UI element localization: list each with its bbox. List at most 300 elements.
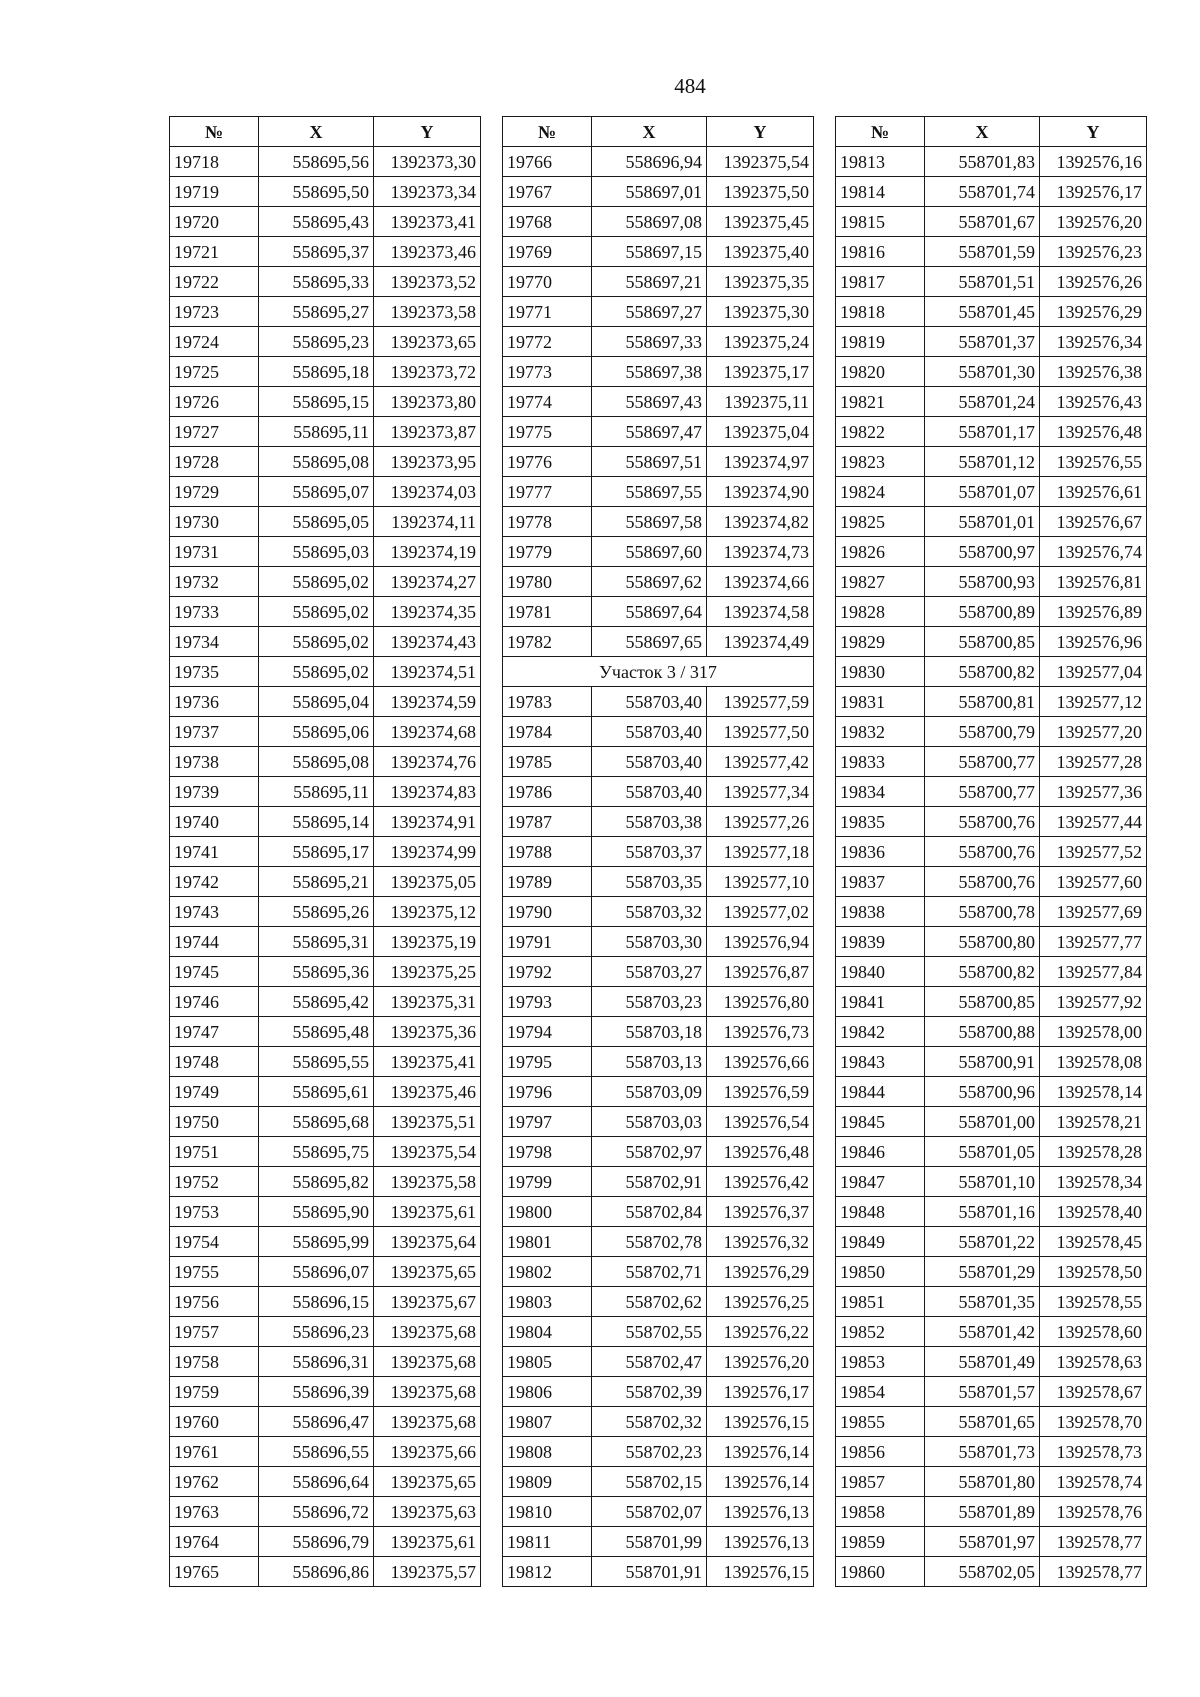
x-coordinate-cell: 558696,07 — [259, 1257, 374, 1287]
header-y: Y — [707, 117, 814, 147]
y-coordinate-cell: 1392374,82 — [707, 507, 814, 537]
point-number-cell: 19795 — [503, 1047, 592, 1077]
x-coordinate-cell: 558700,82 — [925, 957, 1040, 987]
table-row — [170, 357, 481, 387]
table-row — [503, 747, 814, 777]
point-number-cell: 19735 — [170, 657, 259, 687]
point-number-cell: 19839 — [836, 927, 925, 957]
x-coordinate-cell: 558702,23 — [592, 1437, 707, 1467]
y-coordinate-cell: 1392375,54 — [374, 1137, 481, 1167]
point-number-cell: 19724 — [170, 327, 259, 357]
point-number-cell: 19819 — [836, 327, 925, 357]
table-row — [836, 1017, 1147, 1047]
table-row — [503, 147, 814, 177]
table-row — [170, 657, 481, 687]
point-number-cell: 19791 — [503, 927, 592, 957]
y-coordinate-cell: 1392375,61 — [374, 1197, 481, 1227]
y-coordinate-cell: 1392578,63 — [1040, 1347, 1147, 1377]
x-coordinate-cell: 558700,85 — [925, 987, 1040, 1017]
y-coordinate-cell: 1392374,51 — [374, 657, 481, 687]
point-number-cell: 19750 — [170, 1107, 259, 1137]
x-coordinate-cell: 558695,27 — [259, 297, 374, 327]
point-number-cell: 19742 — [170, 867, 259, 897]
table-row — [836, 447, 1147, 477]
x-coordinate-cell: 558697,47 — [592, 417, 707, 447]
x-coordinate-cell: 558697,62 — [592, 567, 707, 597]
table-row — [836, 747, 1147, 777]
x-coordinate-cell: 558701,80 — [925, 1467, 1040, 1497]
point-number-cell: 19723 — [170, 297, 259, 327]
table-row — [503, 1317, 814, 1347]
x-coordinate-cell: 558700,77 — [925, 777, 1040, 807]
y-coordinate-cell: 1392576,17 — [707, 1377, 814, 1407]
y-coordinate-cell: 1392576,14 — [707, 1467, 814, 1497]
table-row — [836, 1467, 1147, 1497]
point-number-cell: 19721 — [170, 237, 259, 267]
point-number-cell: 19780 — [503, 567, 592, 597]
point-number-cell: 19803 — [503, 1287, 592, 1317]
table-row — [503, 327, 814, 357]
table-row — [836, 297, 1147, 327]
header-y: Y — [374, 117, 481, 147]
x-coordinate-cell: 558703,35 — [592, 867, 707, 897]
table-row — [503, 1287, 814, 1317]
x-coordinate-cell: 558701,45 — [925, 297, 1040, 327]
table-row — [503, 387, 814, 417]
y-coordinate-cell: 1392576,15 — [707, 1407, 814, 1437]
point-number-cell: 19757 — [170, 1317, 259, 1347]
x-coordinate-cell: 558703,40 — [592, 747, 707, 777]
point-number-cell: 19744 — [170, 927, 259, 957]
table-row — [170, 927, 481, 957]
y-coordinate-cell: 1392578,08 — [1040, 1047, 1147, 1077]
y-coordinate-cell: 1392373,30 — [374, 147, 481, 177]
table-row — [836, 777, 1147, 807]
point-number-cell: 19806 — [503, 1377, 592, 1407]
y-coordinate-cell: 1392374,19 — [374, 537, 481, 567]
coordinates-table-3 — [835, 116, 1147, 1587]
point-number-cell: 19745 — [170, 957, 259, 987]
point-number-cell: 19833 — [836, 747, 925, 777]
point-number-cell: 19731 — [170, 537, 259, 567]
point-number-cell: 19719 — [170, 177, 259, 207]
point-number-cell: 19798 — [503, 1137, 592, 1167]
table-row — [170, 387, 481, 417]
y-coordinate-cell: 1392576,48 — [1040, 417, 1147, 447]
x-coordinate-cell: 558702,47 — [592, 1347, 707, 1377]
x-coordinate-cell: 558701,97 — [925, 1527, 1040, 1557]
x-coordinate-cell: 558700,89 — [925, 597, 1040, 627]
x-coordinate-cell: 558701,10 — [925, 1167, 1040, 1197]
x-coordinate-cell: 558703,13 — [592, 1047, 707, 1077]
point-number-cell: 19761 — [170, 1437, 259, 1467]
table-row — [503, 957, 814, 987]
y-coordinate-cell: 1392578,70 — [1040, 1407, 1147, 1437]
y-coordinate-cell: 1392374,11 — [374, 507, 481, 537]
x-coordinate-cell: 558695,90 — [259, 1197, 374, 1227]
x-coordinate-cell: 558695,17 — [259, 837, 374, 867]
table-row — [836, 927, 1147, 957]
y-coordinate-cell: 1392578,67 — [1040, 1377, 1147, 1407]
point-number-cell: 19811 — [503, 1527, 592, 1557]
point-number-cell: 19818 — [836, 297, 925, 327]
x-coordinate-cell: 558695,36 — [259, 957, 374, 987]
x-coordinate-cell: 558697,58 — [592, 507, 707, 537]
x-coordinate-cell: 558695,99 — [259, 1227, 374, 1257]
table-row — [836, 327, 1147, 357]
table-row — [836, 537, 1147, 567]
table-row — [170, 627, 481, 657]
x-coordinate-cell: 558695,68 — [259, 1107, 374, 1137]
table-row — [503, 807, 814, 837]
x-coordinate-cell: 558696,79 — [259, 1527, 374, 1557]
y-coordinate-cell: 1392577,18 — [707, 837, 814, 867]
x-coordinate-cell: 558700,88 — [925, 1017, 1040, 1047]
table-row — [503, 477, 814, 507]
table-row — [836, 837, 1147, 867]
y-coordinate-cell: 1392577,20 — [1040, 717, 1147, 747]
table-header-row — [170, 117, 481, 147]
table-row — [503, 1107, 814, 1137]
table-row — [170, 1437, 481, 1467]
x-coordinate-cell: 558696,23 — [259, 1317, 374, 1347]
table-row — [170, 477, 481, 507]
point-number-cell: 19771 — [503, 297, 592, 327]
x-coordinate-cell: 558697,43 — [592, 387, 707, 417]
point-number-cell: 19840 — [836, 957, 925, 987]
table-row — [836, 387, 1147, 417]
y-coordinate-cell: 1392576,15 — [707, 1557, 814, 1587]
y-coordinate-cell: 1392577,26 — [707, 807, 814, 837]
table-row — [170, 987, 481, 1017]
y-coordinate-cell: 1392577,34 — [707, 777, 814, 807]
table-row — [836, 1557, 1147, 1587]
point-number-cell: 19720 — [170, 207, 259, 237]
x-coordinate-cell: 558700,81 — [925, 687, 1040, 717]
y-coordinate-cell: 1392375,30 — [707, 297, 814, 327]
point-number-cell: 19829 — [836, 627, 925, 657]
table-row — [170, 537, 481, 567]
point-number-cell: 19812 — [503, 1557, 592, 1587]
table-row — [836, 237, 1147, 267]
y-coordinate-cell: 1392576,94 — [707, 927, 814, 957]
point-number-cell: 19801 — [503, 1227, 592, 1257]
table-row — [170, 1167, 481, 1197]
x-coordinate-cell: 558697,21 — [592, 267, 707, 297]
table-row — [503, 1257, 814, 1287]
x-coordinate-cell: 558695,08 — [259, 747, 374, 777]
y-coordinate-cell: 1392576,37 — [707, 1197, 814, 1227]
y-coordinate-cell: 1392578,21 — [1040, 1107, 1147, 1137]
point-number-cell: 19733 — [170, 597, 259, 627]
y-coordinate-cell: 1392577,28 — [1040, 747, 1147, 777]
point-number-cell: 19809 — [503, 1467, 592, 1497]
table-row — [503, 1137, 814, 1167]
y-coordinate-cell: 1392576,73 — [707, 1017, 814, 1047]
x-coordinate-cell: 558695,75 — [259, 1137, 374, 1167]
table-row — [503, 867, 814, 897]
y-coordinate-cell: 1392576,80 — [707, 987, 814, 1017]
point-number-cell: 19758 — [170, 1347, 259, 1377]
x-coordinate-cell: 558695,18 — [259, 357, 374, 387]
x-coordinate-cell: 558701,24 — [925, 387, 1040, 417]
table-row — [836, 1257, 1147, 1287]
point-number-cell: 19730 — [170, 507, 259, 537]
x-coordinate-cell: 558703,32 — [592, 897, 707, 927]
y-coordinate-cell: 1392578,73 — [1040, 1437, 1147, 1467]
y-coordinate-cell: 1392577,92 — [1040, 987, 1147, 1017]
table-row — [836, 567, 1147, 597]
table-row — [170, 687, 481, 717]
y-coordinate-cell: 1392577,02 — [707, 897, 814, 927]
point-number-cell: 19834 — [836, 777, 925, 807]
y-coordinate-cell: 1392576,74 — [1040, 537, 1147, 567]
x-coordinate-cell: 558701,49 — [925, 1347, 1040, 1377]
y-coordinate-cell: 1392576,20 — [1040, 207, 1147, 237]
y-coordinate-cell: 1392373,46 — [374, 237, 481, 267]
y-coordinate-cell: 1392375,41 — [374, 1047, 481, 1077]
table-row — [170, 1527, 481, 1557]
table-row — [836, 1137, 1147, 1167]
x-coordinate-cell: 558701,07 — [925, 477, 1040, 507]
point-number-cell: 19808 — [503, 1437, 592, 1467]
table-row — [170, 1077, 481, 1107]
y-coordinate-cell: 1392578,74 — [1040, 1467, 1147, 1497]
table-row — [170, 297, 481, 327]
x-coordinate-cell: 558695,07 — [259, 477, 374, 507]
table-row — [503, 1437, 814, 1467]
x-coordinate-cell: 558700,76 — [925, 867, 1040, 897]
point-number-cell: 19853 — [836, 1347, 925, 1377]
table-row — [503, 1167, 814, 1197]
point-number-cell: 19856 — [836, 1437, 925, 1467]
table-row — [170, 447, 481, 477]
x-coordinate-cell: 558703,37 — [592, 837, 707, 867]
x-coordinate-cell: 558701,51 — [925, 267, 1040, 297]
y-coordinate-cell: 1392375,57 — [374, 1557, 481, 1587]
y-coordinate-cell: 1392374,43 — [374, 627, 481, 657]
table-row — [170, 417, 481, 447]
y-coordinate-cell: 1392375,11 — [707, 387, 814, 417]
x-coordinate-cell: 558702,62 — [592, 1287, 707, 1317]
x-coordinate-cell: 558697,64 — [592, 597, 707, 627]
table-row — [836, 1167, 1147, 1197]
table-row — [836, 147, 1147, 177]
table-row — [503, 1227, 814, 1257]
table-row — [503, 417, 814, 447]
x-coordinate-cell: 558700,79 — [925, 717, 1040, 747]
point-number-cell: 19793 — [503, 987, 592, 1017]
point-number-cell: 19843 — [836, 1047, 925, 1077]
x-coordinate-cell: 558702,97 — [592, 1137, 707, 1167]
x-coordinate-cell: 558695,82 — [259, 1167, 374, 1197]
x-coordinate-cell: 558702,05 — [925, 1557, 1040, 1587]
y-coordinate-cell: 1392373,41 — [374, 207, 481, 237]
point-number-cell: 19855 — [836, 1407, 925, 1437]
point-number-cell: 19814 — [836, 177, 925, 207]
x-coordinate-cell: 558701,05 — [925, 1137, 1040, 1167]
point-number-cell: 19850 — [836, 1257, 925, 1287]
table-row — [503, 1467, 814, 1497]
x-coordinate-cell: 558697,60 — [592, 537, 707, 567]
x-coordinate-cell: 558695,50 — [259, 177, 374, 207]
table-row — [503, 597, 814, 627]
point-number-cell: 19743 — [170, 897, 259, 927]
y-coordinate-cell: 1392576,13 — [707, 1527, 814, 1557]
table-row — [836, 687, 1147, 717]
y-coordinate-cell: 1392375,31 — [374, 987, 481, 1017]
x-coordinate-cell: 558695,05 — [259, 507, 374, 537]
y-coordinate-cell: 1392375,36 — [374, 1017, 481, 1047]
point-number-cell: 19762 — [170, 1467, 259, 1497]
point-number-cell: 19802 — [503, 1257, 592, 1287]
y-coordinate-cell: 1392375,40 — [707, 237, 814, 267]
table-row — [170, 1377, 481, 1407]
x-coordinate-cell: 558696,15 — [259, 1287, 374, 1317]
x-coordinate-cell: 558695,55 — [259, 1047, 374, 1077]
x-coordinate-cell: 558700,76 — [925, 837, 1040, 867]
point-number-cell: 19849 — [836, 1227, 925, 1257]
x-coordinate-cell: 558701,99 — [592, 1527, 707, 1557]
table-row — [836, 1107, 1147, 1137]
y-coordinate-cell: 1392576,48 — [707, 1137, 814, 1167]
table-row — [836, 717, 1147, 747]
table-row — [836, 1047, 1147, 1077]
x-coordinate-cell: 558702,32 — [592, 1407, 707, 1437]
x-coordinate-cell: 558696,55 — [259, 1437, 374, 1467]
table-row — [836, 1437, 1147, 1467]
point-number-cell: 19831 — [836, 687, 925, 717]
point-number-cell: 19860 — [836, 1557, 925, 1587]
point-number-cell: 19741 — [170, 837, 259, 867]
x-coordinate-cell: 558701,01 — [925, 507, 1040, 537]
point-number-cell: 19779 — [503, 537, 592, 567]
table-row — [170, 177, 481, 207]
x-coordinate-cell: 558702,55 — [592, 1317, 707, 1347]
table-row — [170, 1197, 481, 1227]
x-coordinate-cell: 558702,07 — [592, 1497, 707, 1527]
y-coordinate-cell: 1392577,36 — [1040, 777, 1147, 807]
point-number-cell: 19739 — [170, 777, 259, 807]
table-row — [170, 1287, 481, 1317]
point-number-cell: 19760 — [170, 1407, 259, 1437]
y-coordinate-cell: 1392374,90 — [707, 477, 814, 507]
table-row — [170, 1017, 481, 1047]
point-number-cell: 19841 — [836, 987, 925, 1017]
table-row — [503, 537, 814, 567]
x-coordinate-cell: 558695,11 — [259, 417, 374, 447]
table-row — [503, 837, 814, 867]
y-coordinate-cell: 1392576,26 — [1040, 267, 1147, 297]
table-row — [503, 1347, 814, 1377]
table-row — [503, 207, 814, 237]
point-number-cell: 19825 — [836, 507, 925, 537]
table-row — [170, 1407, 481, 1437]
point-number-cell: 19794 — [503, 1017, 592, 1047]
x-coordinate-cell: 558700,80 — [925, 927, 1040, 957]
point-number-cell: 19792 — [503, 957, 592, 987]
x-coordinate-cell: 558703,40 — [592, 777, 707, 807]
x-coordinate-cell: 558695,33 — [259, 267, 374, 297]
x-coordinate-cell: 558696,64 — [259, 1467, 374, 1497]
table-row — [503, 297, 814, 327]
table-row — [170, 867, 481, 897]
y-coordinate-cell: 1392576,89 — [1040, 597, 1147, 627]
y-coordinate-cell: 1392375,50 — [707, 177, 814, 207]
x-coordinate-cell: 558700,77 — [925, 747, 1040, 777]
x-coordinate-cell: 558701,17 — [925, 417, 1040, 447]
x-coordinate-cell: 558700,91 — [925, 1047, 1040, 1077]
point-number-cell: 19767 — [503, 177, 592, 207]
table-row — [170, 807, 481, 837]
x-coordinate-cell: 558701,00 — [925, 1107, 1040, 1137]
point-number-cell: 19740 — [170, 807, 259, 837]
x-coordinate-cell: 558701,89 — [925, 1497, 1040, 1527]
table-row — [836, 597, 1147, 627]
x-coordinate-cell: 558695,03 — [259, 537, 374, 567]
x-coordinate-cell: 558697,15 — [592, 237, 707, 267]
table-row — [503, 717, 814, 747]
x-coordinate-cell: 558701,65 — [925, 1407, 1040, 1437]
table-row — [170, 1557, 481, 1587]
table-row — [503, 777, 814, 807]
y-coordinate-cell: 1392373,34 — [374, 177, 481, 207]
x-coordinate-cell: 558696,31 — [259, 1347, 374, 1377]
table-row — [836, 1497, 1147, 1527]
y-coordinate-cell: 1392374,27 — [374, 567, 481, 597]
table-row — [836, 417, 1147, 447]
x-coordinate-cell: 558700,96 — [925, 1077, 1040, 1107]
y-coordinate-cell: 1392576,55 — [1040, 447, 1147, 477]
table-row — [503, 567, 814, 597]
table-row — [836, 1317, 1147, 1347]
y-coordinate-cell: 1392576,66 — [707, 1047, 814, 1077]
x-coordinate-cell: 558697,27 — [592, 297, 707, 327]
y-coordinate-cell: 1392576,29 — [707, 1257, 814, 1287]
point-number-cell: 19749 — [170, 1077, 259, 1107]
point-number-cell: 19777 — [503, 477, 592, 507]
x-coordinate-cell: 558702,91 — [592, 1167, 707, 1197]
x-coordinate-cell: 558695,21 — [259, 867, 374, 897]
point-number-cell: 19844 — [836, 1077, 925, 1107]
coordinates-table-1 — [169, 116, 481, 1587]
y-coordinate-cell: 1392578,45 — [1040, 1227, 1147, 1257]
y-coordinate-cell: 1392577,77 — [1040, 927, 1147, 957]
y-coordinate-cell: 1392375,45 — [707, 207, 814, 237]
point-number-cell: 19752 — [170, 1167, 259, 1197]
y-coordinate-cell: 1392576,14 — [707, 1437, 814, 1467]
table-row — [170, 747, 481, 777]
table-row — [503, 357, 814, 387]
y-coordinate-cell: 1392576,34 — [1040, 327, 1147, 357]
table-row — [503, 1047, 814, 1077]
x-coordinate-cell: 558700,97 — [925, 537, 1040, 567]
table-row — [170, 507, 481, 537]
table-row — [503, 927, 814, 957]
table-row — [836, 267, 1147, 297]
x-coordinate-cell: 558701,29 — [925, 1257, 1040, 1287]
x-coordinate-cell: 558695,42 — [259, 987, 374, 1017]
point-number-cell: 19858 — [836, 1497, 925, 1527]
y-coordinate-cell: 1392578,50 — [1040, 1257, 1147, 1287]
table-row — [836, 1527, 1147, 1557]
table-row — [170, 1047, 481, 1077]
point-number-cell: 19785 — [503, 747, 592, 777]
table-row — [170, 1467, 481, 1497]
point-number-cell: 19775 — [503, 417, 592, 447]
y-coordinate-cell: 1392576,67 — [1040, 507, 1147, 537]
point-number-cell: 19847 — [836, 1167, 925, 1197]
